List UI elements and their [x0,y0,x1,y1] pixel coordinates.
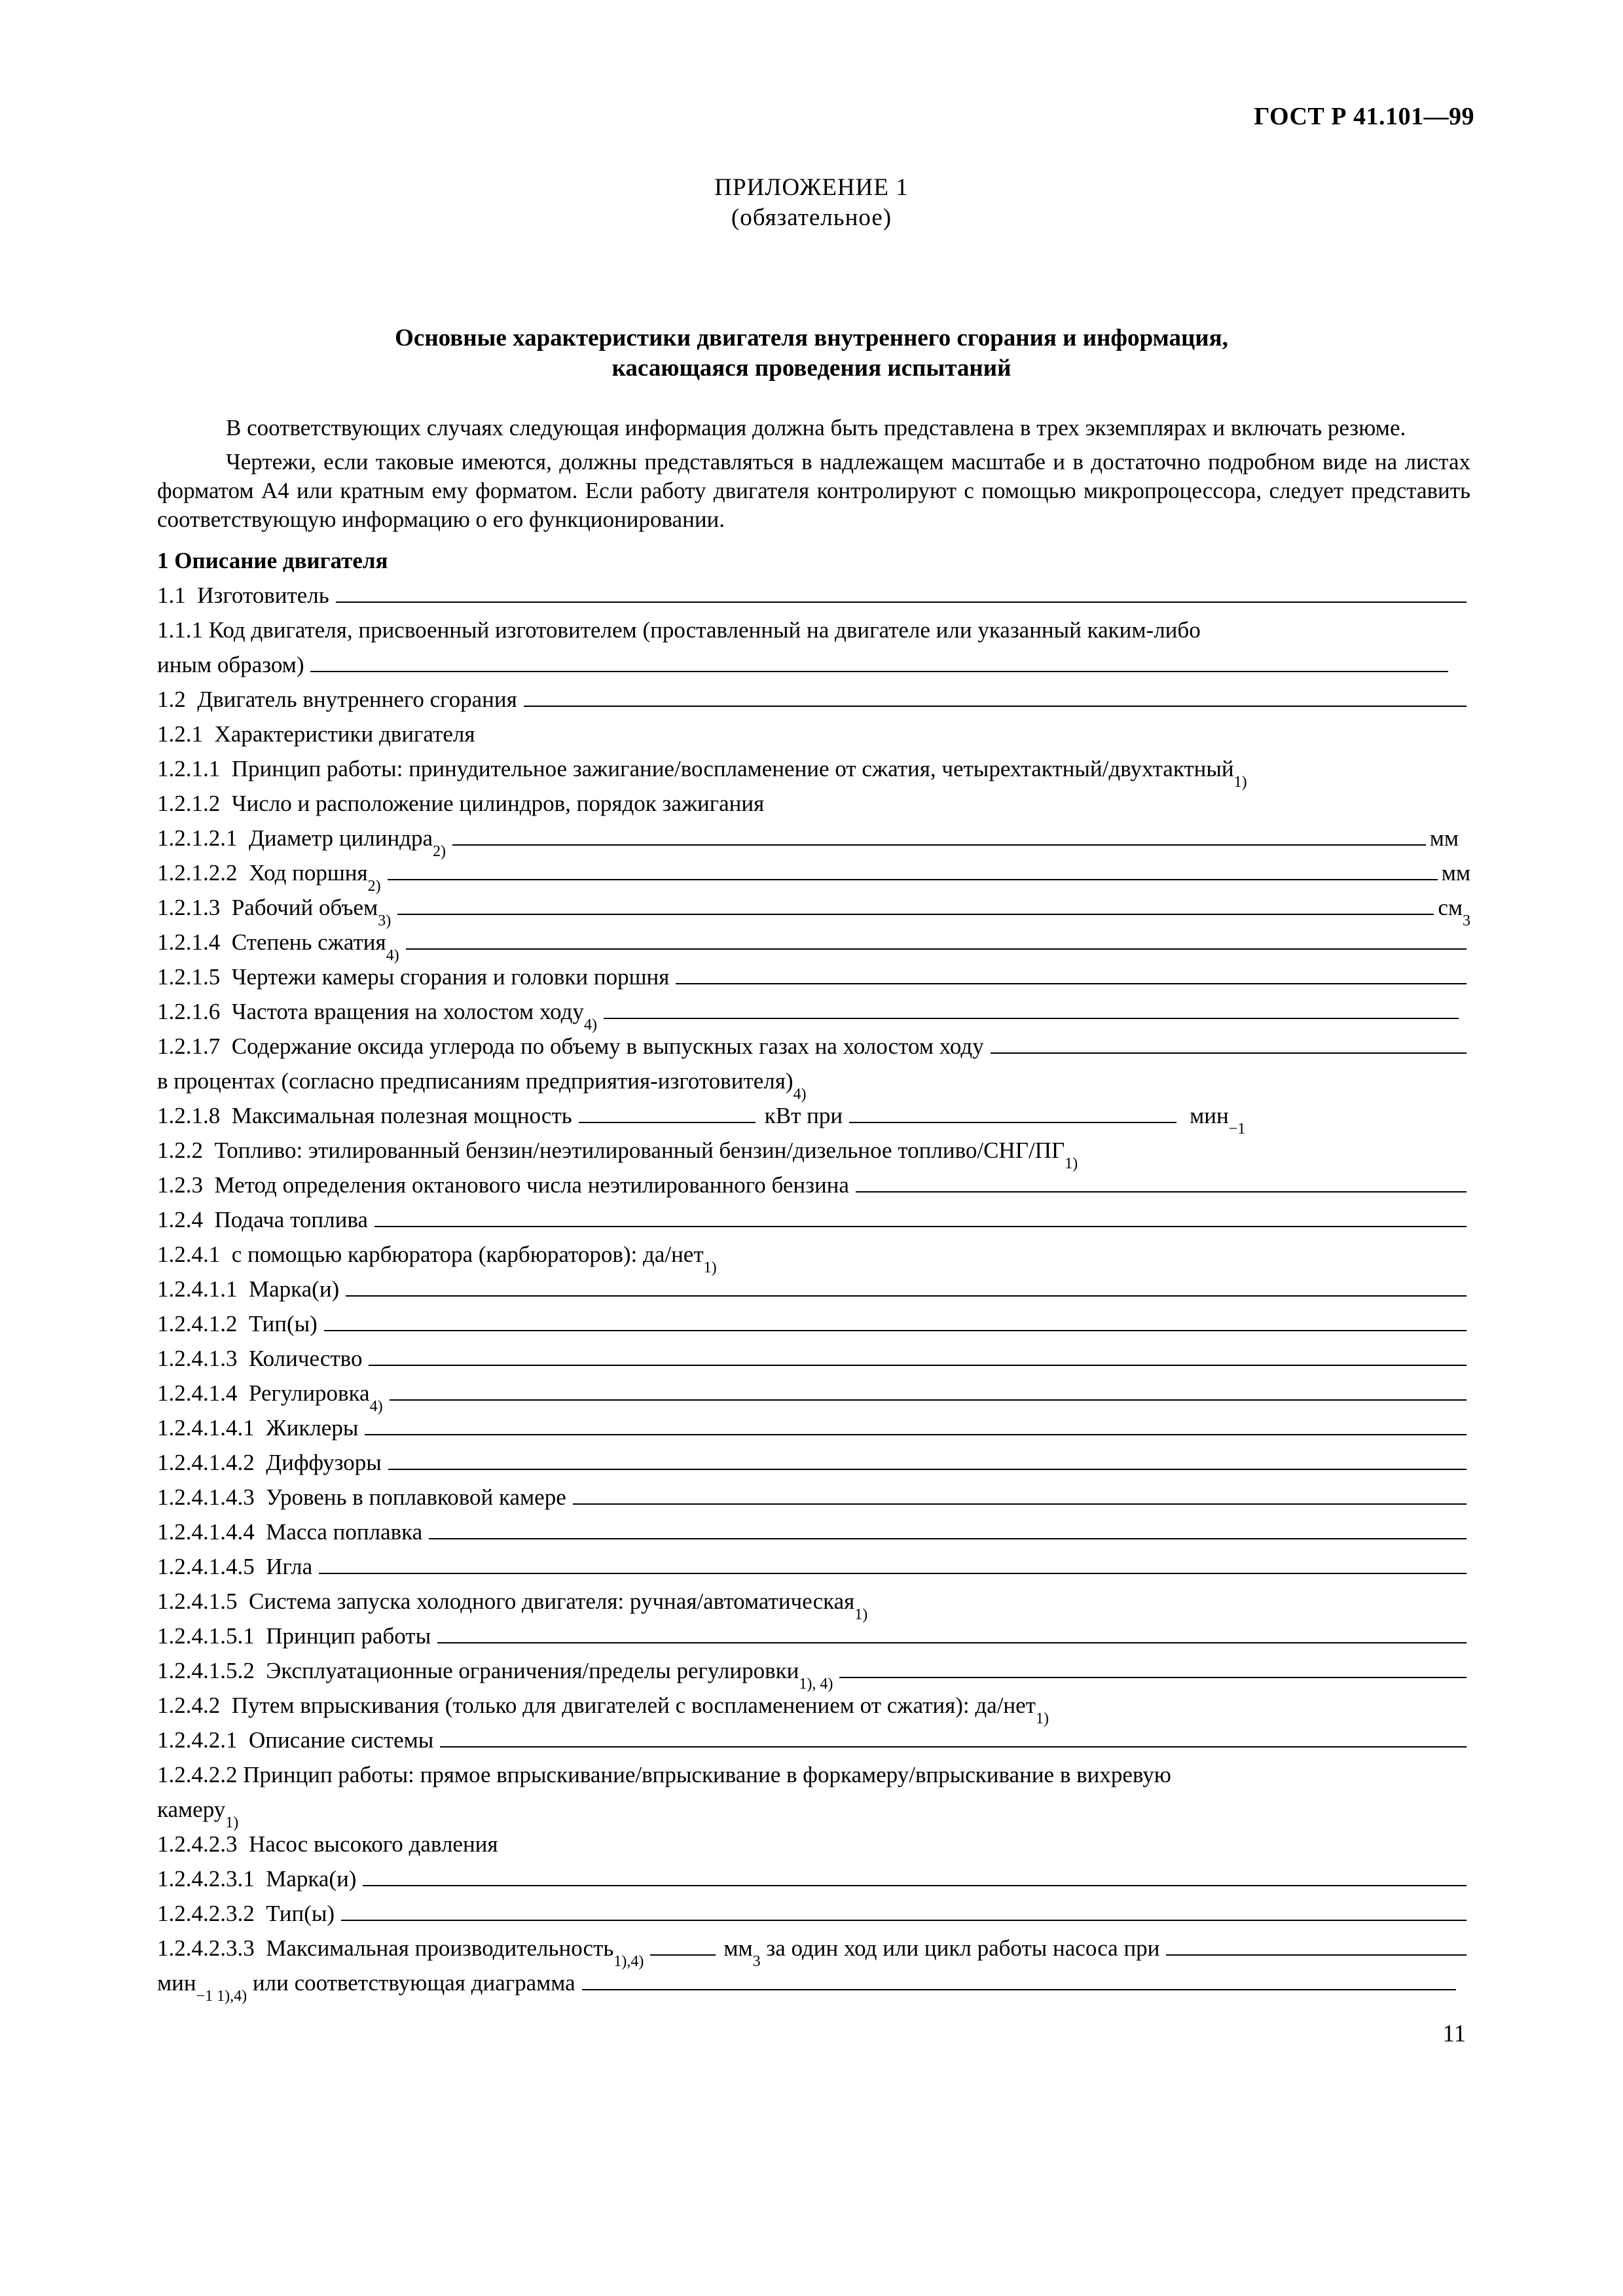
form-line-1-2-4-2-3-3: 1.2.4.2.3.3 Максимальная производительность 1),4) мм 3 за один ход или цикл работы насоса при [157,1927,1470,1962]
item-label: 1.2.4 Подача топлива [157,1207,368,1232]
item-label: 1.2.4.2.3.1 Марка(и) [157,1866,357,1892]
form-line-1-2-4-1-5: 1.2.4.1.5 Система запуска холодного двигателя: ручная/автоматическая 1) [157,1588,868,1623]
intro-paragraph-2: Чертежи, если таковые имеются, должны представляться в надлежащем масштабе и в достаточно подробном виде на листах форматом А4 или кратным ему форматом. Если работу двигателя контролируют с помощью микропроцессора, следует представить соответствующую информацию о его функционировании. [157,449,1470,532]
item-label: кВт при [764,1103,843,1128]
intro-paragraph-1: В соответствующих случаях следующая информация должна быть представлена в трех экземплярах и включать резюме. [226,415,1406,440]
blank-field[interactable] [324,1330,1467,1331]
unit-label: мм [1441,860,1470,886]
item-label: 1.2.4.1 с помощью карбюратора (карбюраторов): да/нет [157,1242,704,1267]
heading-line-2: касающаяся проведения испытаний [611,355,1012,382]
item-label: 1.2.4.1.1 Марка(и) [157,1276,340,1302]
blank-field[interactable] [991,1052,1467,1054]
form-line-1-2-4-1-4-2 [157,1441,1470,1476]
form-line-1-2-1-7b: в процентах (согласно предписаниям предприятия-изготовителя) 4) [157,1068,807,1103]
form-line-1-2-4-1-5-2: 1.2.4.1.5.2 Эксплуатационные ограничения/пределы регулировки 1), 4) [157,1649,1470,1684]
blank-field[interactable] [839,1677,1467,1678]
form-line-1-2-4 [157,1198,1470,1233]
item-label: 1.2.1.5 Чертежи камеры сгорания и головки поршня [157,964,670,990]
document-heading [0,323,1623,384]
standard-number: ГОСТ Р 41.101—99 [1254,103,1474,130]
form-line-1-2-4-2: 1.2.4.2 Путем впрыскивания (только для двигателей с воспламенением от сжатия): да/нет 1) [157,1693,1049,1727]
item-label: 1.2.4.1.4 Регулировка [157,1380,370,1406]
blank-field[interactable] [341,1920,1467,1921]
item-label: 1.2.4.2.3.2 Тип(ы) [157,1901,335,1926]
item-label: 1.2.4.2.2 Принцип работы: прямое впрыскивание/впрыскивание в форкамеру/впрыскивание в вихревую [157,1762,1171,1787]
form-line-1-2-2: 1.2.2 Топливо: этилированный бензин/неэтилированный бензин/дизельное топливо/СНГ/ПГ 1) [157,1138,1078,1172]
item-label: 1.2.4.1.4.3 Уровень в поплавковой камере [157,1484,566,1510]
form-line-1-1-1b [157,643,1470,678]
blank-field[interactable] [310,671,1448,672]
form-line-1-2-4-2-2a [157,1753,1470,1788]
form-line-1-1-1a [157,609,1470,643]
item-label: 1.2.4.1.5.1 Принцип работы [157,1623,431,1649]
form-line-1-2-4-1-4: 1.2.4.1.4 Регулировка 4) [157,1372,1470,1407]
blank-field[interactable] [397,914,1434,915]
blank-field[interactable] [524,706,1467,707]
item-label: 1.2.1.8 Максимальная полезная мощность [157,1103,572,1128]
item-label: 1.2.1 Характеристики двигателя [157,721,475,747]
item-label: 1.2.4.1.5.2 Эксплуатационные ограничения/пределы регулировки [157,1658,799,1683]
section-title-text: 1 Описание двигателя [157,548,388,573]
item-label: 1.2.4.1.3 Количество [157,1346,363,1371]
blank-field[interactable] [388,879,1438,880]
blank-field[interactable] [604,1018,1459,1019]
capacity-field[interactable] [650,1954,716,1956]
form-line-1-2-4-1-5-1 [157,1615,1470,1649]
form-line-1-2-4-1-3 [157,1337,1470,1372]
item-label: иным образом) [157,652,304,677]
form-line-1-2-1-1: 1.2.1.1 Принцип работы: принудительное зажигание/воспламенение от сжатия, четырехтактный/двухтактный 1) [157,756,1247,791]
form-line-1-2-3 [157,1164,1470,1198]
item-label: 1.2.1.4 Степень сжатия [157,929,386,955]
form-line-1-2-4-1-4-5 [157,1545,1470,1580]
item-label: 1.2.2 Топливо: этилированный бензин/неэтилированный бензин/дизельное топливо/СНГ/ПГ [157,1138,1065,1163]
item-label: 1.2.1.7 Содержание оксида углерода по объему в выпускных газах на холостом ходу [157,1033,984,1059]
unit-label: мм [723,1935,753,1961]
form-line-1-2-4-2-3 [157,1823,1470,1857]
blank-field[interactable] [363,1885,1467,1886]
item-label: 1.2.4.1.4.4 Масса поплавка [157,1519,423,1545]
blank-field[interactable] [440,1746,1467,1748]
unit-label: мм [1429,825,1459,851]
form-line-1-2-4-1-4-3 [157,1476,1470,1511]
page-number: 11 [1442,2020,1466,2047]
item-label: камеру [157,1797,226,1822]
form-line-1-2-1-8: 1.2.1.8 Максимальная полезная мощность кВт при мин −1 [157,1103,1246,1138]
form-line-1-2-4-2-3-3b: мин −1 1),4) или соответствующая диаграмма [157,1962,1470,1996]
form-line-1-2 [157,678,1470,713]
item-label: 1.2.4.2.1 Описание системы [157,1727,434,1753]
form-line-1-2-1-6: 1.2.1.6 Частота вращения на холостом ходу 4) [157,990,1470,1025]
blank-field[interactable] [573,1503,1467,1505]
item-label: 1.2.1.6 Частота вращения на холостом ходу [157,999,584,1024]
item-label: 1.2.1.2.1 Диаметр цилиндра [157,825,433,851]
item-label: 1.2.1.2.2 Ход поршня [157,860,368,886]
blank-field[interactable] [369,1365,1467,1366]
item-label: 1.2.4.1.4.1 Жиклеры [157,1415,359,1441]
power-field[interactable] [579,1122,756,1123]
item-label: 1.2.3 Метод определения октанового числа неэтилированного бензина [157,1172,849,1198]
item-label: 1.2.4.1.4.2 Диффузоры [157,1450,382,1475]
item-label: 1.2.4.1.2 Тип(ы) [157,1311,318,1336]
form-line-1-2-1-5 [157,956,1470,990]
blank-field[interactable] [856,1191,1467,1193]
item-label: 1.2.1.2 Число и расположение цилиндров, порядок зажигания [157,791,765,816]
form-line-1-1 [157,574,1470,609]
form-line-1-2-1-3: 1.2.1.3 Рабочий объем 3) см 3 [157,895,1470,929]
form-line-1-2-4-1-4-1 [157,1407,1470,1441]
form-line-1-2-1-4: 1.2.1.4 Степень сжатия 4) [157,921,1470,956]
blank-field[interactable] [319,1573,1467,1574]
form-line-1-2-4-2-1 [157,1719,1470,1753]
blank-field[interactable] [346,1295,1467,1297]
form-line-1-2-4-1-1 [157,1268,1470,1302]
form-line-1-2-1-2-1: 1.2.1.2.1 Диаметр цилиндра 2) мм [157,825,1459,860]
form-line-1-2-4-2-3-2 [157,1892,1470,1927]
appendix-title-block [0,173,1623,233]
form-line-1-2-1 [157,713,1470,747]
blank-field[interactable] [388,1469,1467,1470]
heading-line-1: Основные характеристики двигателя внутреннего сгорания и информация, [395,325,1228,351]
unit-label: мин [1190,1103,1229,1128]
appendix-title: ПРИЛОЖЕНИЕ 1 [714,174,909,201]
blank-field[interactable] [365,1434,1467,1435]
item-label: 1.2 Двигатель внутреннего сгорания [157,687,517,712]
form-line-1-2-4-2-2b: камеру 1) [157,1797,239,1831]
blank-field[interactable] [429,1538,1467,1539]
speed-field[interactable] [849,1122,1176,1123]
blank-field[interactable] [437,1642,1467,1643]
item-label: 1.2.4.2.3.3 Максимальная производительность [157,1935,614,1961]
item-label: 1.2.1.3 Рабочий объем [157,895,378,920]
blank-field[interactable] [374,1226,1467,1227]
blank-field[interactable] [582,1989,1456,1990]
form-line-1-2-1-2 [157,782,1470,817]
blank-field[interactable] [390,1399,1467,1401]
item-label: 1.1.1 Код двигателя, присвоенный изготовителем (проставленный на двигателе или указанный каким-либо [157,617,1201,643]
item-label: 1.1 Изготовитель [157,583,329,608]
document-body [157,414,1470,2005]
item-label: в процентах (согласно предписаниям предприятия-изготовителя) [157,1068,793,1094]
item-label: 1.2.1.1 Принцип работы: принудительное зажигание/воспламенение от сжатия, четырехтактный/двухтактный [157,756,1234,781]
unit-label: мин [157,1970,196,1996]
blank-field[interactable] [676,983,1467,984]
blank-field[interactable] [452,844,1426,846]
unit-label: см [1438,895,1463,920]
blank-field[interactable] [406,948,1467,950]
item-label: за один ход или цикл работы насоса при [760,1935,1160,1961]
item-label: 1.2.4.2.3 Насос высокого давления [157,1831,498,1857]
form-line-1-2-4-2-3-1 [157,1857,1470,1892]
section-title [157,539,1470,574]
appendix-subtitle: (обязательное) [731,204,892,231]
form-line-1-2-1-2-2: 1.2.1.2.2 Ход поршня 2) мм [157,860,1470,895]
form-line-1-2-1-7a [157,1025,1470,1060]
item-label: 1.2.4.1.5 Система запуска холодного двигателя: ручная/автоматическая [157,1588,855,1614]
form-line-1-2-4-1-2 [157,1302,1470,1337]
rpm-field[interactable] [1166,1954,1467,1956]
item-label: 1.2.4.2 Путем впрыскивания (только для двигателей с воспламенением от сжатия): да/нет [157,1693,1036,1718]
form-line-1-2-4-1: 1.2.4.1 с помощью карбюратора (карбюраторов): да/нет 1) [157,1242,717,1276]
form-line-1-2-4-1-4-4 [157,1511,1470,1545]
item-label: или соответствующая диаграмма [247,1970,575,1996]
blank-field[interactable] [336,601,1467,603]
item-label: 1.2.4.1.4.5 Игла [157,1554,313,1579]
